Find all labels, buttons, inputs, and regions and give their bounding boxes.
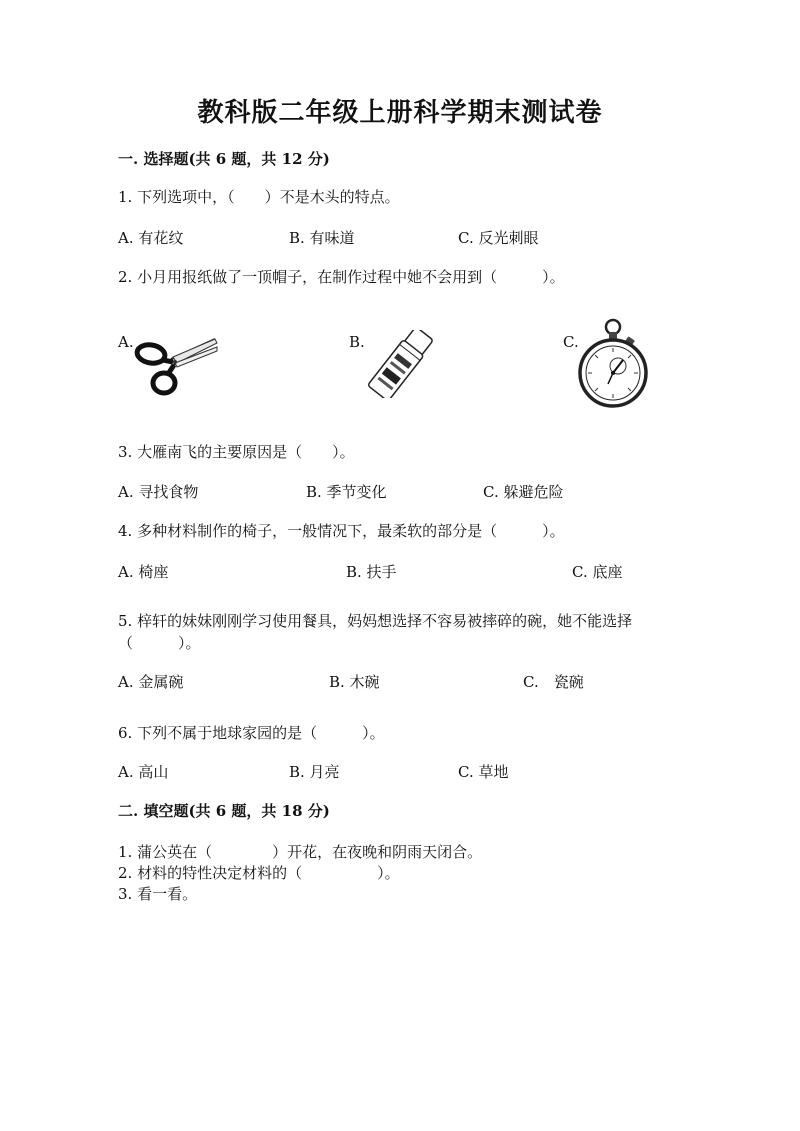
question-1-option-a: A. 有花纹 [118,229,184,247]
question-1: 1. 下列选项中，（ ）不是木头的特点。 [118,188,400,206]
fill-in-item-3: 3. 看一看。 [118,885,198,903]
question-4-option-b: B. 扶手 [346,563,397,581]
question-3-option-a: A. 寻找食物 [118,483,199,501]
question-4-option-c: C. 底座 [572,563,623,581]
question-4-option-a: A. 椅座 [118,563,169,581]
page-title: 教科版二年级上册科学期末测试卷 [197,98,603,128]
question-6-option-b: B. 月亮 [289,763,340,781]
stopwatch-icon [578,318,650,408]
section-heading-choice: 一. 选择题(共 6 题，共 12 分) [118,150,330,168]
question-2-option-c: C. [563,333,579,351]
question-2-option-b: B. [349,333,365,351]
question-5-option-a: A. 金属碗 [118,673,184,691]
question-1-option-c: C. 反光刺眼 [458,229,539,247]
section-heading-fill-in: 二. 填空题(共 6 题，共 18 分) [118,802,330,820]
question-6: 6. 下列不属于地球家园的是（ ）。 [118,724,385,742]
question-1-option-b: B. 有味道 [289,229,355,247]
fill-in-item-1: 1. 蒲公英在（ ）开花，在夜晚和阴雨天闭合。 [118,843,483,861]
question-6-option-c: C. 草地 [458,763,509,781]
question-5-line-1: 5. 梓轩的妹妹刚刚学习使用餐具，妈妈想选择不容易被摔碎的碗，她不能选择 [118,612,633,630]
question-5-option-c: C. 瓷碗 [523,673,584,691]
question-2-option-a: A. [118,333,134,351]
question-3: 3. 大雁南飞的主要原因是（ ）。 [118,443,355,461]
question-3-option-c: C. 躲避危险 [483,483,564,501]
scissors-icon [133,333,219,397]
question-4: 4. 多种材料制作的椅子，一般情况下，最柔软的部分是（ ）。 [118,522,565,540]
question-5-line-2: （ ）。 [118,634,201,652]
glue-stick-icon [366,330,438,398]
question-3-option-b: B. 季节变化 [306,483,387,501]
fill-in-item-2: 2. 材料的特性决定材料的（ ）。 [118,864,400,882]
question-6-option-a: A. 高山 [118,763,169,781]
question-5-option-b: B. 木碗 [329,673,380,691]
question-2: 2. 小月用报纸做了一顶帽子，在制作过程中她不会用到（ ）。 [118,268,565,286]
